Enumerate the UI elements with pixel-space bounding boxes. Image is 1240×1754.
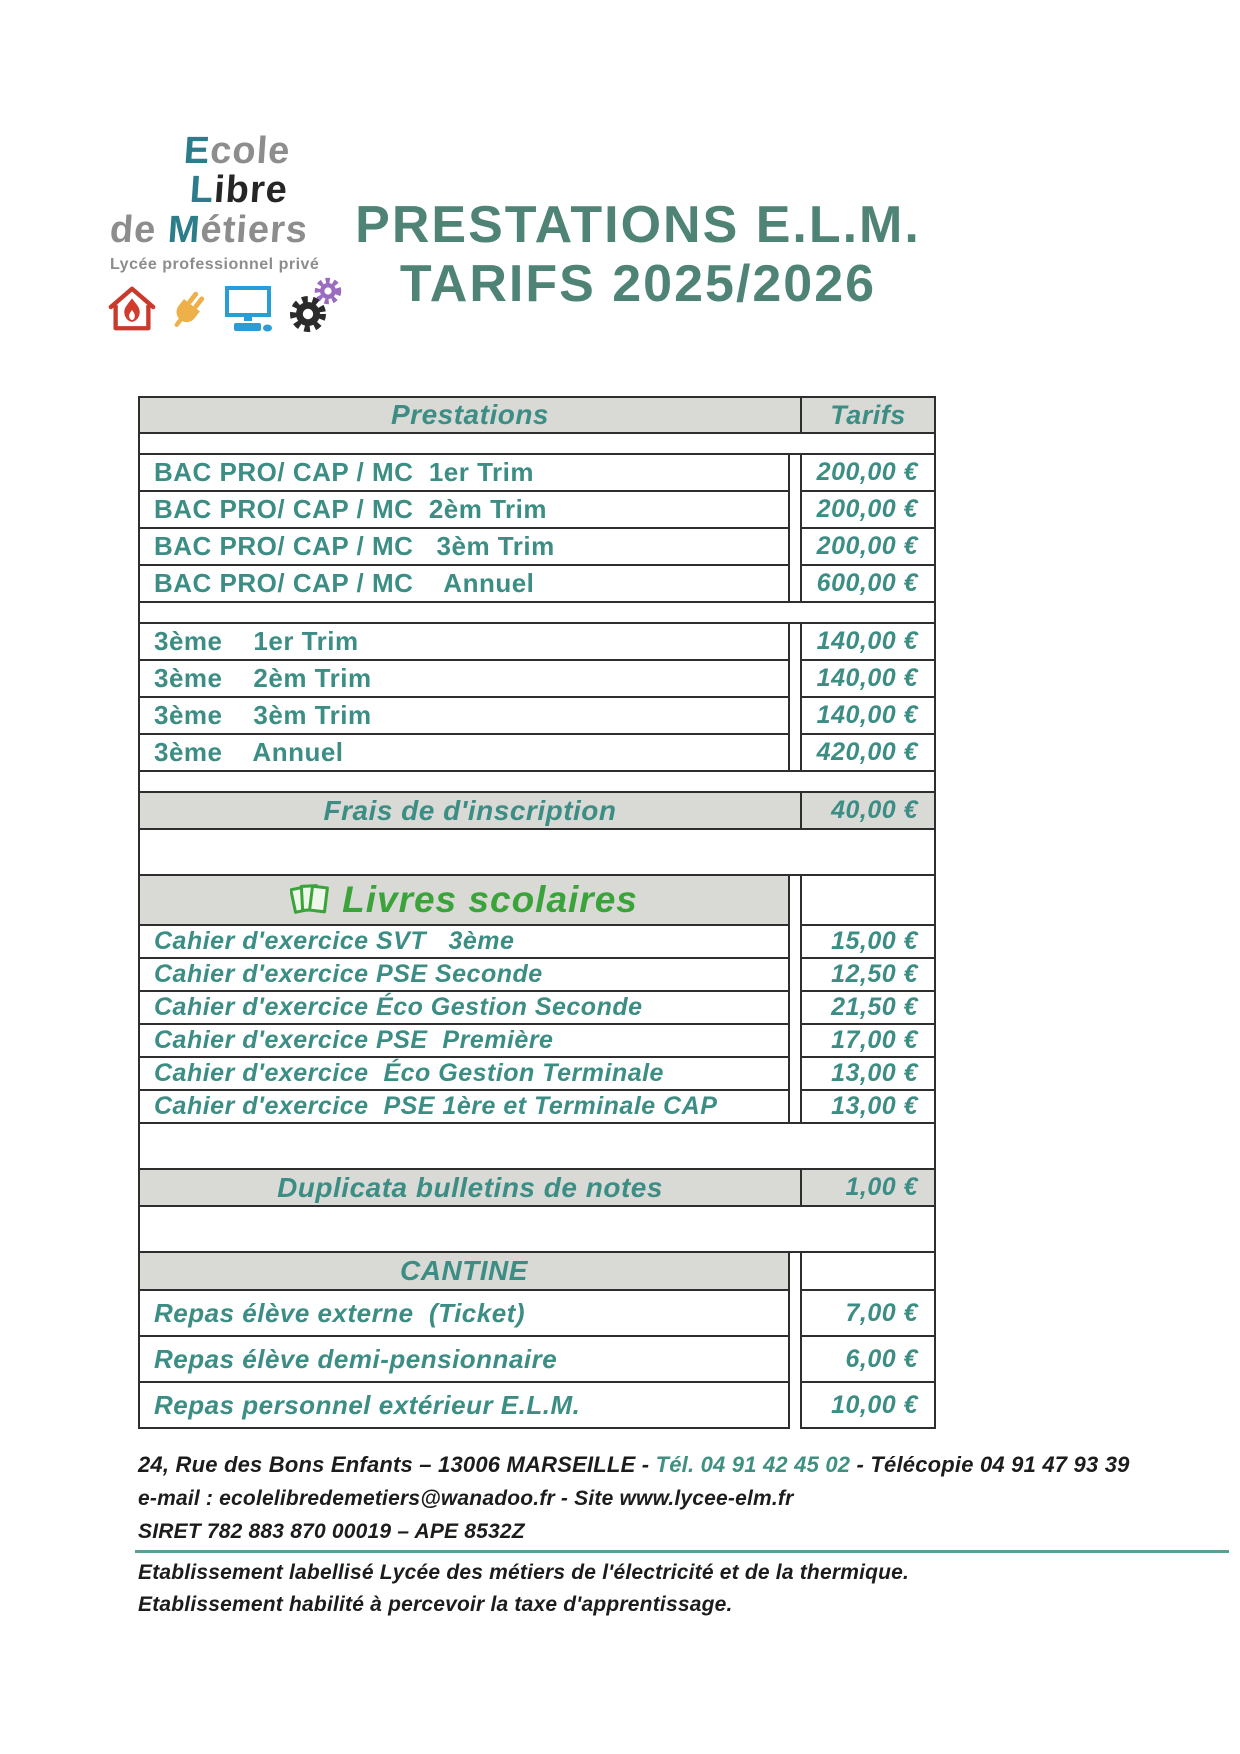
prestation-cell xyxy=(138,1251,790,1291)
table-row xyxy=(138,990,936,1025)
prestation-label: Duplicata bulletins de notes xyxy=(277,1171,663,1203)
tarif-value: 10,00 € xyxy=(831,1390,918,1419)
tarif-cell xyxy=(800,527,936,566)
computer-icon xyxy=(220,283,276,340)
prestation-cell xyxy=(138,733,790,772)
tarif-cell xyxy=(800,564,936,603)
logo-accent-letter: L xyxy=(188,169,216,211)
prestation-label: Repas personnel extérieur E.L.M. xyxy=(154,1389,581,1420)
school-logo xyxy=(106,132,356,340)
tarif-value: 17,00 € xyxy=(831,1026,918,1054)
prestation-label: Cahier d'exercice Éco Gestion Seconde xyxy=(154,993,643,1021)
table-row xyxy=(138,924,936,959)
tarif-cell xyxy=(800,990,936,1025)
prestation-label: Frais de d'inscription xyxy=(323,794,617,826)
tariff-table xyxy=(138,396,936,1429)
table-row xyxy=(138,1089,936,1124)
tarif-cell xyxy=(800,1056,936,1091)
table-header-row xyxy=(138,396,936,434)
prestation-label: Cahier d'exercice PSE Première xyxy=(154,1026,554,1054)
tarifs-header-label: Tarifs xyxy=(830,399,906,430)
prestation-label: Repas élève demi-pensionnaire xyxy=(154,1343,558,1374)
table-row xyxy=(138,564,936,603)
footer-siret: SIRET 782 883 870 00019 – APE 8532Z xyxy=(138,1520,525,1543)
tarif-cell xyxy=(800,1168,936,1207)
prestation-label: Repas élève externe (Ticket) xyxy=(154,1297,525,1328)
prestation-cell xyxy=(138,990,790,1025)
spacer-cell xyxy=(138,1122,936,1170)
logo-word-prefix: de xyxy=(108,209,170,251)
prestation-cell xyxy=(138,622,790,661)
tarif-cell xyxy=(800,733,936,772)
tarifs-header-cell xyxy=(800,396,936,434)
prestation-cell xyxy=(138,1335,790,1383)
tarif-cell xyxy=(800,453,936,492)
table-spacer-row xyxy=(138,828,936,876)
prestation-cell xyxy=(138,490,790,529)
tarif-value: 6,00 € xyxy=(845,1344,918,1373)
table-row xyxy=(138,874,936,926)
prestation-cell xyxy=(138,1089,790,1124)
table-row xyxy=(138,733,936,772)
footer-phone: Tél. 04 91 42 45 02 xyxy=(655,1452,851,1477)
table-row xyxy=(138,527,936,566)
tarif-value: 600,00 € xyxy=(816,569,918,597)
table-spacer-row xyxy=(138,1122,936,1170)
tarif-value: 420,00 € xyxy=(816,738,918,766)
tarif-cell xyxy=(800,924,936,959)
tarif-value: 140,00 € xyxy=(816,664,918,692)
prestation-label: 3ème Annuel xyxy=(154,737,344,767)
tarif-value: 13,00 € xyxy=(831,1059,918,1087)
prestations-header-cell xyxy=(138,396,802,434)
prestation-cell xyxy=(138,659,790,698)
prestation-label: 3ème 1er Trim xyxy=(154,626,359,656)
tarif-cell xyxy=(800,957,936,992)
table-row xyxy=(138,1168,936,1207)
tarif-cell xyxy=(800,1023,936,1058)
table-row xyxy=(138,622,936,661)
tarif-value: 200,00 € xyxy=(816,495,918,523)
page-title xyxy=(348,196,928,314)
prestation-label: BAC PRO/ CAP / MC Annuel xyxy=(154,568,535,598)
logo-word-rest: ibre xyxy=(212,169,290,211)
logo-accent-letter: M xyxy=(166,209,203,251)
tarif-cell xyxy=(800,622,936,661)
table-row xyxy=(138,957,936,992)
footer-note-2: Etablissement habilité à percevoir la taxe d'apprentissage. xyxy=(138,1593,733,1616)
tarif-cell xyxy=(800,696,936,735)
table-row xyxy=(138,1335,936,1383)
footer-note-1: Etablissement labellisé Lycée des métiers de l'électricité et de la thermique. xyxy=(138,1561,910,1584)
table-row xyxy=(138,490,936,529)
tarif-cell xyxy=(800,1381,936,1429)
footer-divider-rule xyxy=(135,1550,1229,1553)
table-spacer-row xyxy=(138,601,936,624)
table-spacer-row xyxy=(138,770,936,793)
document-footer xyxy=(138,1452,1178,1617)
logo-subtitle: Lycée professionnel privé xyxy=(110,256,320,273)
tarif-value: 200,00 € xyxy=(816,532,918,560)
page-title-line2: TARIFS 2025/2026 xyxy=(399,254,877,313)
prestation-label: Cahier d'exercice PSE Seconde xyxy=(154,960,543,988)
table-row xyxy=(138,1381,936,1429)
footer-separator: - xyxy=(850,1452,871,1477)
prestation-label: BAC PRO/ CAP / MC 3èm Trim xyxy=(154,531,555,561)
tarif-value: 140,00 € xyxy=(816,701,918,729)
prestation-label: CANTINE xyxy=(400,1255,528,1286)
prestation-cell xyxy=(138,1023,790,1058)
logo-word-de-metiers xyxy=(109,211,358,249)
logo-accent-letter: E xyxy=(182,130,212,172)
tarif-cell xyxy=(800,659,936,698)
tarif-value: 13,00 € xyxy=(831,1092,918,1120)
logo-word-ecole xyxy=(183,132,358,170)
tarif-value: 200,00 € xyxy=(816,458,918,486)
spacer-cell xyxy=(138,770,936,793)
tarif-cell xyxy=(800,1289,936,1337)
spacer-cell xyxy=(138,828,936,876)
prestation-label: Livres scolaires xyxy=(342,879,638,920)
gears-icon xyxy=(281,277,345,340)
prestation-label: 3ème 2èm Trim xyxy=(154,663,372,693)
tarif-value: 7,00 € xyxy=(845,1298,918,1327)
spacer-cell xyxy=(138,432,936,455)
electric-plug-icon xyxy=(163,283,215,340)
logo-word-rest: étiers xyxy=(199,209,310,251)
tarif-cell xyxy=(800,1251,936,1291)
tarif-cell xyxy=(800,1089,936,1124)
prestation-cell xyxy=(138,1056,790,1091)
table-row xyxy=(138,659,936,698)
tarif-value: 12,50 € xyxy=(831,960,918,988)
table-row xyxy=(138,791,936,830)
spacer-cell xyxy=(138,601,936,624)
house-fire-icon xyxy=(106,283,158,340)
prestation-cell xyxy=(138,957,790,992)
tarif-value: 21,50 € xyxy=(831,993,918,1021)
table-row xyxy=(138,1251,936,1291)
logo-icons-row xyxy=(106,277,356,340)
page-title-line1: PRESTATIONS E.L.M. xyxy=(355,196,921,254)
prestation-cell xyxy=(138,696,790,735)
footer-address: 24, Rue des Bons Enfants – 13006 MARSEILLE xyxy=(138,1452,636,1477)
prestation-cell xyxy=(138,527,790,566)
prestations-header-label: Prestations xyxy=(391,399,549,430)
tarif-cell xyxy=(800,1335,936,1383)
prestation-cell xyxy=(138,453,790,492)
table-spacer-row xyxy=(138,432,936,455)
table-row xyxy=(138,696,936,735)
tarif-cell xyxy=(800,874,936,926)
table-row xyxy=(138,1056,936,1091)
table-spacer-row xyxy=(138,1205,936,1253)
table-row xyxy=(138,1289,936,1337)
tarif-value: 140,00 € xyxy=(816,627,918,655)
footer-contact-line xyxy=(138,1452,1178,1478)
tarif-value: 1,00 € xyxy=(845,1173,918,1201)
logo-word-rest: cole xyxy=(208,130,292,172)
table-row xyxy=(138,1023,936,1058)
prestation-cell xyxy=(138,924,790,959)
prestation-label: Cahier d'exercice SVT 3ème xyxy=(154,927,515,955)
tarif-value: 40,00 € xyxy=(831,796,918,824)
footer-email-site: e-mail : ecolelibredemetiers@wanadoo.fr - Site www.lycee-elm.fr xyxy=(138,1487,794,1510)
prestation-label: 3ème 3èm Trim xyxy=(154,700,372,730)
prestation-cell xyxy=(138,791,802,830)
spacer-cell xyxy=(138,1205,936,1253)
footer-separator: - xyxy=(635,1452,656,1477)
prestation-cell xyxy=(138,1289,790,1337)
books-icon xyxy=(290,880,332,920)
tarif-cell xyxy=(800,791,936,830)
prestation-label: Cahier d'exercice Éco Gestion Terminale xyxy=(154,1059,664,1087)
tarif-value: 15,00 € xyxy=(831,927,918,955)
table-row xyxy=(138,453,936,492)
prestation-label: BAC PRO/ CAP / MC 2èm Trim xyxy=(154,494,547,524)
prestation-label: Cahier d'exercice PSE 1ère et Terminale CAP xyxy=(154,1092,718,1120)
logo-word-libre xyxy=(189,171,358,209)
prestation-cell xyxy=(138,1168,802,1207)
prestation-cell xyxy=(138,564,790,603)
prestation-cell xyxy=(138,1381,790,1429)
footer-fax: Télécopie 04 91 47 93 39 xyxy=(870,1452,1130,1477)
prestation-label: BAC PRO/ CAP / MC 1er Trim xyxy=(154,457,534,487)
tarif-cell xyxy=(800,490,936,529)
prestation-cell xyxy=(138,874,790,926)
